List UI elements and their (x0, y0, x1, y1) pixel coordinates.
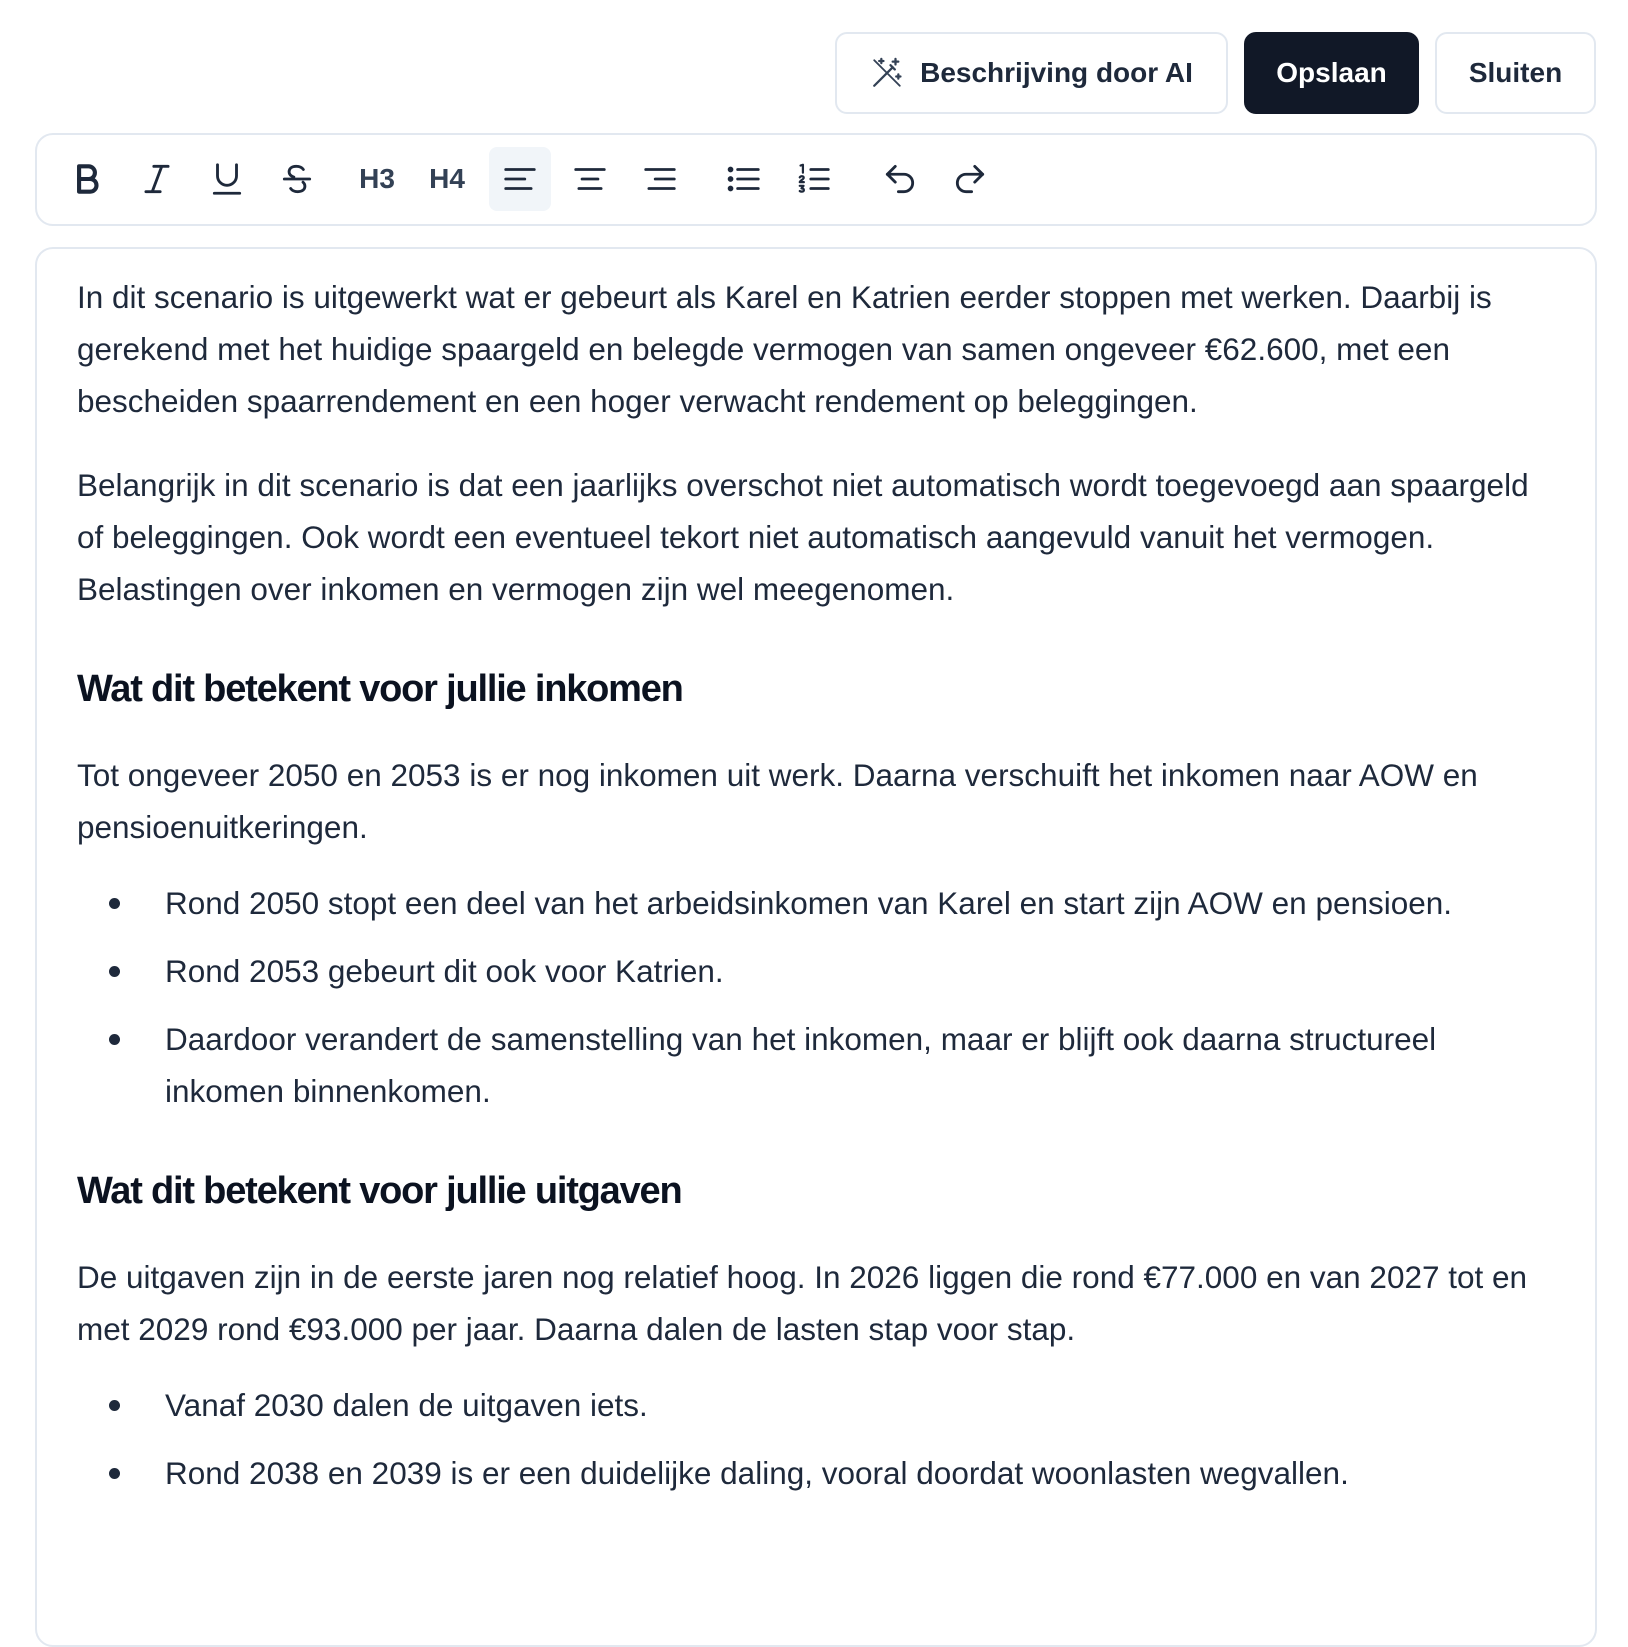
align-right-button[interactable] (629, 147, 691, 211)
align-center-icon (571, 160, 609, 198)
intro-paragraph: In dit scenario is uitgewerkt wat er gebeurt als Karel en Katrien eerder stoppen met werken. Daarbij is gerekend met het huidige spaargeld en belegde vermogen van samen ongeveer €62.600, met een bescheiden spaarrendement en een hoger verwacht rendement op beleggingen. (77, 279, 1492, 419)
list-item: Rond 2050 stopt een deel van het arbeidsinkomen van Karel en start zijn AOW en pensioen. (165, 877, 1555, 929)
list-item: Daardoor verandert de samenstelling van het inkomen, maar er blijft ook daarna structureel inkomen binnenkomen. (165, 1013, 1555, 1117)
bullet-list-icon (725, 160, 763, 198)
close-button[interactable]: Sluiten (1435, 32, 1596, 114)
intro-paragraph: Belangrijk in dit scenario is dat een jaarlijks overschot niet automatisch wordt toegevoegd aan spaargeld of beleggingen. Ook wordt een eventueel tekort niet automatisch aangevuld vanuit het vermogen. Belastingen over inkomen en vermogen zijn wel meegenomen. (77, 467, 1529, 607)
section-heading: Wat dit betekent voor jullie inkomen (77, 668, 683, 710)
heading3-button[interactable]: H3 (359, 163, 395, 194)
text-editor[interactable] (35, 247, 1597, 1647)
ai-description-button[interactable] (835, 32, 1228, 114)
save-button[interactable]: Opslaan (1244, 32, 1419, 114)
bold-button[interactable] (55, 147, 119, 211)
bold-icon (68, 160, 106, 198)
ai-description-label: Beschrijving door AI (920, 57, 1193, 88)
bullet-list (77, 1379, 1555, 1499)
italic-button[interactable] (125, 147, 189, 211)
bullet-list (77, 877, 1555, 1117)
underline-icon (208, 160, 246, 198)
section-heading: Wat dit betekent voor jullie uitgaven (77, 1170, 682, 1212)
undo-button[interactable] (869, 147, 931, 211)
heading4-button[interactable]: H4 (429, 163, 465, 194)
list-item: Vanaf 2030 dalen de uitgaven iets. (165, 1379, 1555, 1431)
italic-icon (138, 160, 176, 198)
bullet-list-button[interactable] (713, 147, 775, 211)
align-center-button[interactable] (559, 147, 621, 211)
section-paragraph: De uitgaven zijn in de eerste jaren nog relatief hoog. In 2026 liggen die rond €77.000 en van 2027 tot en met 2029 rond €93.000 per jaar. Daarna dalen de lasten stap voor stap. (77, 1259, 1528, 1347)
editor-toolbar (35, 133, 1597, 226)
numbered-list-icon (795, 160, 833, 198)
section-paragraph: Tot ongeveer 2050 en 2053 is er nog inkomen uit werk. Daarna verschuift het inkomen naar AOW en pensioenuitkeringen. (77, 757, 1478, 845)
undo-icon (881, 160, 919, 198)
strikethrough-button[interactable] (265, 147, 329, 211)
action-bar (835, 32, 1596, 114)
redo-button[interactable] (939, 147, 1001, 211)
strikethrough-icon (278, 160, 316, 198)
underline-button[interactable] (195, 147, 259, 211)
numbered-list-button[interactable] (783, 147, 845, 211)
align-right-icon (641, 160, 679, 198)
redo-icon (951, 160, 989, 198)
list-item: Rond 2053 gebeurt dit ook voor Katrien. (165, 945, 1555, 997)
editor-content[interactable] (37, 249, 1595, 1499)
align-left-icon (501, 160, 539, 198)
list-item: Rond 2038 en 2039 is er een duidelijke daling, vooral doordat woonlasten wegvallen. (165, 1447, 1555, 1499)
align-left-button[interactable] (489, 147, 551, 211)
magic-wand-icon (870, 56, 904, 90)
